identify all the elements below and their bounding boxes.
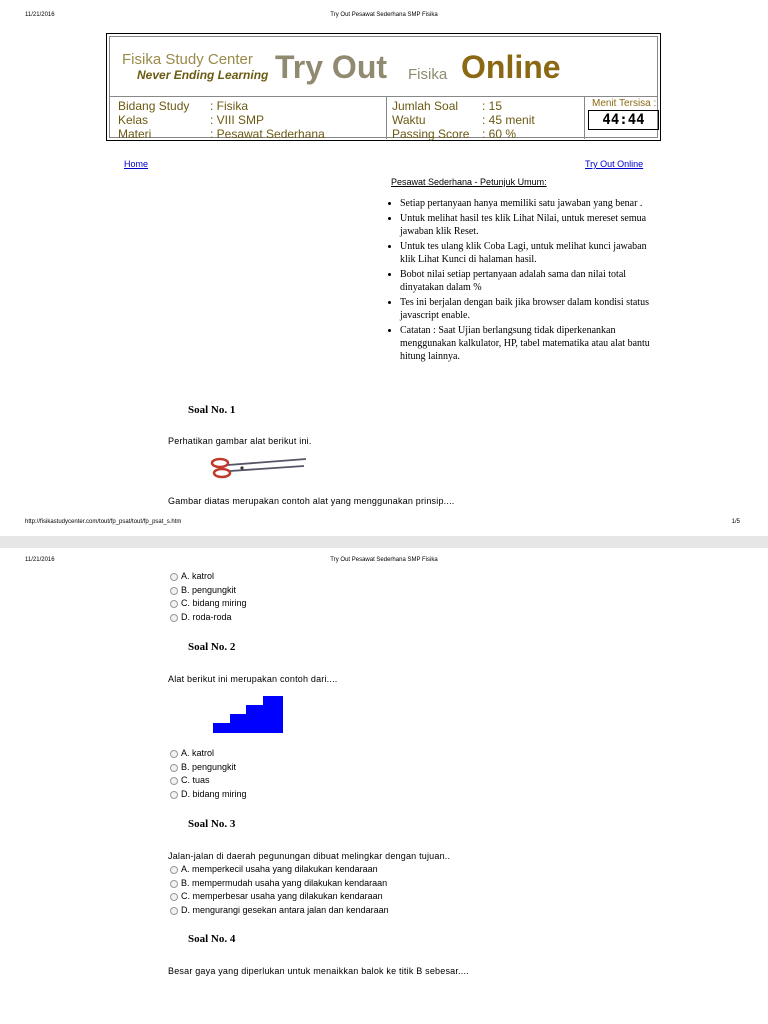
question-4-title: Soal No. 4	[188, 933, 236, 945]
answer-option[interactable]	[170, 597, 247, 611]
question-3-title: Soal No. 3	[188, 818, 236, 830]
site-header	[106, 33, 661, 141]
title-try-out: Try Out	[275, 49, 388, 85]
answer-option[interactable]	[170, 890, 389, 904]
info-key: Waktu	[392, 113, 426, 127]
question-1-intro: Perhatikan gambar alat berikut ini.	[168, 436, 312, 446]
option-label: A. katrol	[181, 571, 215, 581]
radio-button[interactable]	[170, 587, 178, 595]
radio-button[interactable]	[170, 750, 178, 758]
print-page-number: 1/5	[731, 519, 740, 525]
question-3-options	[170, 863, 389, 918]
home-link[interactable]: Home	[124, 159, 149, 169]
print-date: 11/21/2016	[25, 557, 55, 563]
radio-button[interactable]	[170, 893, 178, 901]
answer-option[interactable]	[170, 877, 389, 891]
instruction-item: • Bobot nilai setiap pertanyaan adalah sama dan nilai total dinyatakan dalam %	[400, 268, 662, 294]
brand-name: Fisika Study Center	[122, 51, 253, 68]
option-label: B. pengungkit	[181, 761, 237, 772]
stairs-image	[213, 696, 283, 733]
page-gap	[0, 536, 768, 548]
radio-button[interactable]	[170, 600, 178, 608]
option-label: C. memperbesar usaha yang dilakukan kendaraan	[181, 891, 383, 902]
answer-option[interactable]	[170, 747, 247, 761]
question-3-text: Jalan-jalan di daerah pegunungan dibuat melingkar dengan tujuan..	[168, 851, 451, 861]
radio-button[interactable]	[170, 791, 178, 799]
option-label: C. bidang miring	[181, 598, 247, 609]
radio-button[interactable]	[170, 764, 178, 772]
answer-option[interactable]	[170, 904, 389, 918]
option-label: C. tuas	[181, 775, 210, 786]
question-4-text: Besar gaya yang diperlukan untuk menaikkan balok ke titik B sebesar....	[168, 966, 469, 976]
answer-option[interactable]	[170, 611, 247, 625]
title-fisika: Fisika	[408, 66, 448, 83]
header-vdivider	[584, 97, 585, 139]
test-info	[392, 99, 535, 141]
info-value: : Pesawat Sederhana	[210, 127, 325, 141]
instructions-title: Pesawat Sederhana - Petunjuk Umum:	[391, 177, 547, 187]
radio-button[interactable]	[170, 573, 178, 581]
info-key: Materi	[118, 127, 152, 141]
option-label: D. roda-roda	[181, 612, 232, 623]
scissors-image	[208, 454, 308, 482]
instruction-item: • Tes ini berjalan dengan baik jika browser dalam kondisi status javascript enable.	[400, 296, 662, 322]
print-url: http://fisikastudycenter.com/tout/fp_psat/tout/fp_psat_s.htm	[25, 519, 182, 525]
course-info	[118, 99, 325, 141]
brand-tagline: Never Ending Learning	[137, 68, 269, 82]
radio-button[interactable]	[170, 614, 178, 622]
option-label: D. mengurangi gesekan antara jalan dan kendaraan	[181, 905, 389, 916]
info-key: Bidang Study	[118, 99, 190, 113]
radio-button[interactable]	[170, 880, 178, 888]
option-label: B. mempermudah usaha yang dilakukan kendaraan	[181, 877, 388, 888]
radio-button[interactable]	[170, 907, 178, 915]
option-label: A. memperkecil usaha yang dilakukan kendaraan	[181, 864, 378, 874]
question-2-text: Alat berikut ini merupakan contoh dari....	[168, 674, 338, 684]
print-date: 11/21/2016	[25, 12, 55, 18]
question-1-text: Gambar diatas merupakan contoh alat yang menggunakan prinsip....	[168, 496, 455, 506]
info-key: Passing Score	[392, 127, 470, 141]
question-2-options	[170, 747, 247, 802]
info-value: : 15	[482, 99, 503, 113]
info-value: : 60 %	[482, 127, 517, 141]
answer-option[interactable]	[170, 761, 247, 775]
option-label: B. pengungkit	[181, 584, 237, 595]
question-2-title: Soal No. 2	[188, 641, 236, 653]
info-value: : Fisika	[210, 99, 249, 113]
question-1-title: Soal No. 1	[188, 404, 236, 416]
instruction-item: • Untuk tes ulang klik Coba Lagi, untuk melihat kunci jawaban klik Lihat Kunci di halaman hasil.	[400, 240, 662, 266]
answer-option[interactable]	[170, 788, 247, 802]
info-key: Kelas	[118, 113, 149, 127]
question-1-options	[170, 570, 247, 625]
instruction-item: • Untuk melihat hasil tes klik Lihat Nilai, untuk mereset semua jawaban klik Reset.	[400, 212, 662, 238]
option-label: D. bidang miring	[181, 789, 247, 800]
timer-label: Menit Tersisa :	[592, 98, 657, 109]
header-divider	[110, 96, 657, 97]
option-label: A. katrol	[181, 748, 215, 758]
answer-option[interactable]	[170, 570, 247, 584]
title-online: Online	[461, 49, 561, 85]
radio-button[interactable]	[170, 866, 178, 874]
answer-option[interactable]	[170, 774, 247, 788]
countdown-timer: 44:44	[588, 110, 659, 130]
instructions-list	[388, 197, 662, 365]
answer-option[interactable]	[170, 584, 247, 598]
instruction-item: • Setiap pertanyaan hanya memiliki satu jawaban yang benar .	[400, 197, 662, 210]
answer-option[interactable]	[170, 863, 389, 877]
print-doc-title: Try Out Pesawat Sederhana SMP Fisika	[330, 557, 438, 563]
header-vdivider	[386, 97, 387, 139]
instruction-item: • Catatan : Saat Ujian berlangsung tidak diperkenankan menggunakan kalkulator, HP, tabel matematika atau alat bantu hitung lainnya.	[400, 324, 662, 363]
info-value: : 45 menit	[482, 113, 535, 127]
print-doc-title: Try Out Pesawat Sederhana SMP Fisika	[330, 12, 438, 18]
try-out-online-link[interactable]: Try Out Online	[585, 159, 644, 169]
info-value: : VIII SMP	[210, 113, 265, 127]
info-key: Jumlah Soal	[392, 99, 459, 113]
radio-button[interactable]	[170, 777, 178, 785]
print-page-2	[0, 548, 768, 1024]
